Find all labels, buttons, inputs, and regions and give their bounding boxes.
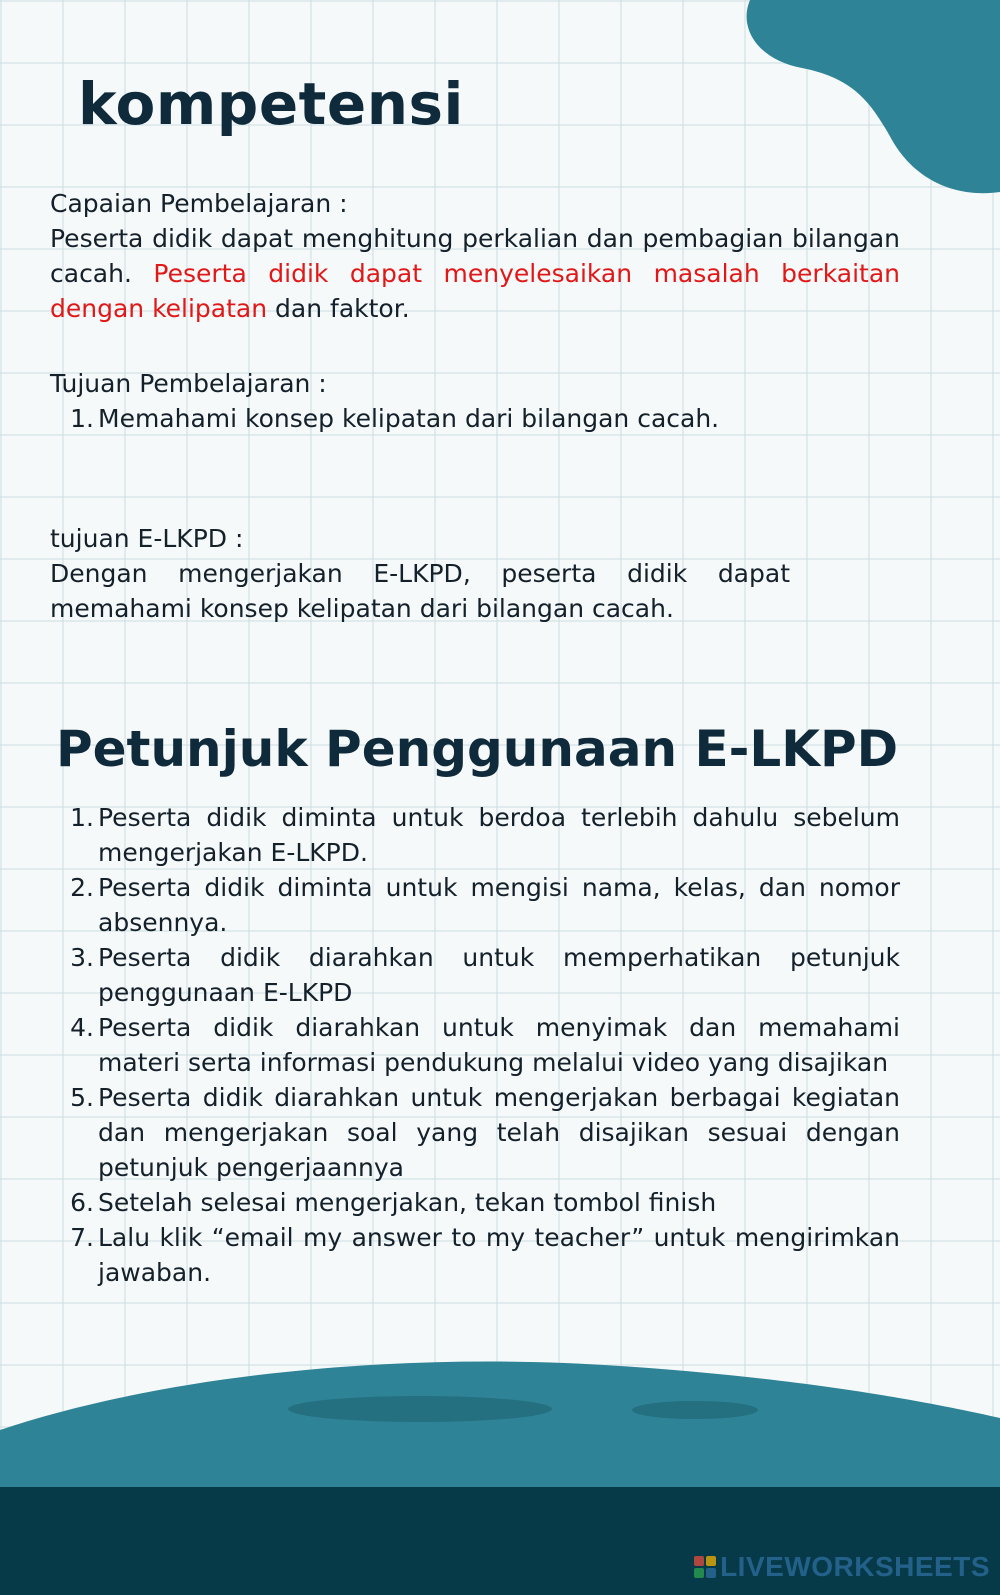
elkpd-goal-text: Dengan mengerjakan E-LKPD, peserta didik dapat memahami konsep kelipatan dari bilangan cacah.	[50, 559, 790, 623]
list-item	[50, 1220, 900, 1290]
instructions-title: Petunjuk Penggunaan E-LKPD	[56, 720, 899, 778]
list-number: 2.	[70, 873, 94, 902]
list-number: 7.	[70, 1223, 94, 1252]
list-text: Peserta didik diarahkan untuk memperhatikan petunjuk penggunaan E-LKPD	[98, 943, 900, 1007]
list-number: 4.	[70, 1013, 94, 1042]
liveworksheets-logo-icon	[694, 1556, 716, 1578]
list-number: 5.	[70, 1083, 94, 1112]
footer-shadow-ellipse-right	[632, 1401, 758, 1419]
tujuan-label: Tujuan Pembelajaran :	[50, 369, 327, 398]
footer-shadow-ellipse-left	[288, 1396, 552, 1422]
corner-blob-decoration	[730, 0, 1000, 200]
tujuan-section	[50, 366, 900, 436]
list-number: 1.	[70, 803, 94, 832]
list-number: 3.	[70, 943, 94, 972]
brand-text: LIVEWORKSHEETS	[720, 1551, 990, 1582]
liveworksheets-brand[interactable]	[694, 1551, 990, 1583]
list-item	[50, 401, 900, 436]
page-title: kompetensi	[78, 70, 464, 138]
list-text: Memahami konsep kelipatan dari bilangan cacah.	[98, 404, 720, 433]
capaian-label: Capaian Pembelajaran :	[50, 189, 348, 218]
capaian-text	[50, 221, 900, 326]
list-text: Lalu klik “email my answer to my teacher” untuk mengirimkan jawaban.	[98, 1223, 900, 1287]
tujuan-list	[50, 401, 900, 436]
capaian-text-part1: Peserta didik dapat menghitung perkalian dan pembagian bilangan cacah.	[50, 224, 900, 288]
list-item	[50, 940, 900, 1010]
list-number: 1.	[70, 404, 94, 433]
elkpd-goal-section	[50, 521, 790, 626]
list-item	[50, 870, 900, 940]
list-text: Setelah selesai mengerjakan, tekan tombol finish	[98, 1188, 717, 1217]
list-item	[50, 1080, 900, 1185]
elkpd-goal-label: tujuan E-LKPD :	[50, 524, 244, 553]
list-item	[50, 800, 900, 870]
list-text: Peserta didik diarahkan untuk menyimak dan memahami materi serta informasi pendukung melalui video yang disajikan	[98, 1013, 900, 1077]
capaian-section	[50, 186, 900, 326]
list-number: 6.	[70, 1188, 94, 1217]
list-text: Peserta didik diarahkan untuk mengerjakan berbagai kegiatan dan mengerjakan soal yang telah disajikan sesuai dengan petunjuk pengerjaannya	[98, 1083, 900, 1182]
capaian-text-part2: dan faktor.	[275, 294, 410, 323]
instructions-section	[50, 800, 900, 1290]
list-text: Peserta didik diminta untuk berdoa terlebih dahulu sebelum mengerjakan E-LKPD.	[98, 803, 900, 867]
list-item	[50, 1185, 900, 1220]
list-text: Peserta didik diminta untuk mengisi nama, kelas, dan nomor absennya.	[98, 873, 900, 937]
instructions-list	[50, 800, 900, 1290]
list-item	[50, 1010, 900, 1080]
capaian-highlight-text: Peserta didik dapat menyelesaikan masalah berkaitan dengan kelipatan	[50, 259, 900, 323]
